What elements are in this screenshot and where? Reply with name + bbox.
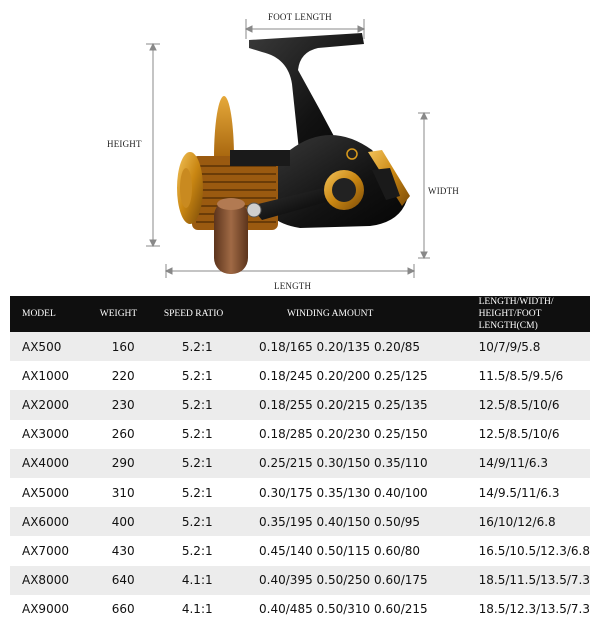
cell-speed-ratio: 5.2:1	[164, 361, 259, 390]
cell-dimensions: 11.5/8.5/9.5/6	[479, 361, 590, 390]
reel-dimension-diagram	[0, 0, 600, 296]
cell-weight: 660	[98, 595, 164, 624]
cell-model: AX500	[10, 332, 98, 361]
column-header-dimensions	[479, 296, 590, 332]
cell-dimensions: 16/10/12/6.8	[479, 507, 590, 536]
cell-weight: 400	[98, 507, 164, 536]
cell-weight: 260	[98, 420, 164, 449]
cell-winding-amount: 0.30/175 0.35/130 0.40/100	[259, 478, 479, 507]
cell-weight: 290	[98, 449, 164, 478]
cell-model: AX4000	[10, 449, 98, 478]
cell-speed-ratio: 5.2:1	[164, 536, 259, 565]
cell-model: AX2000	[10, 390, 98, 419]
height-label: HEIGHT	[107, 139, 142, 149]
cell-winding-amount: 0.40/485 0.50/310 0.60/215	[259, 595, 479, 624]
cell-model: AX8000	[10, 566, 98, 595]
cell-dimensions: 14/9/11/6.3	[479, 449, 590, 478]
cell-winding-amount: 0.18/285 0.20/230 0.25/150	[259, 420, 479, 449]
cell-winding-amount: 0.18/255 0.20/215 0.25/135	[259, 390, 479, 419]
cell-weight: 160	[98, 332, 164, 361]
cell-weight: 220	[98, 361, 164, 390]
cell-speed-ratio: 5.2:1	[164, 390, 259, 419]
cell-model: AX6000	[10, 507, 98, 536]
height-dimension	[146, 44, 160, 246]
cell-dimensions: 10/7/9/5.8	[479, 332, 590, 361]
table-row	[10, 478, 590, 507]
cell-speed-ratio: 5.2:1	[164, 449, 259, 478]
table-row	[10, 361, 590, 390]
cell-dimensions: 18.5/11.5/13.5/7.3	[479, 566, 590, 595]
table-row	[10, 420, 590, 449]
cell-model: AX5000	[10, 478, 98, 507]
length-label: LENGTH	[274, 281, 312, 291]
cell-dimensions: 16.5/10.5/12.3/6.8	[479, 536, 590, 565]
cell-model: AX7000	[10, 536, 98, 565]
spinning-reel	[177, 33, 410, 274]
cell-model: AX1000	[10, 361, 98, 390]
dimensions-header-line-2: HEIGHT/FOOT LENGTH(CM)	[478, 309, 542, 331]
table-row	[10, 449, 590, 478]
cell-dimensions: 18.5/12.3/13.5/7.3	[479, 595, 590, 624]
width-label: WIDTH	[428, 186, 459, 196]
cell-winding-amount: 0.35/195 0.40/150 0.50/95	[259, 507, 479, 536]
cell-weight: 430	[98, 536, 164, 565]
specifications-table	[10, 296, 590, 624]
cell-dimensions: 14/9.5/11/6.3	[479, 478, 590, 507]
cell-winding-amount: 0.18/165 0.20/135 0.20/85	[259, 332, 479, 361]
column-header-winding-amount: WINDING AMOUNT	[259, 296, 479, 332]
table-row	[10, 595, 590, 624]
cell-dimensions: 12.5/8.5/10/6	[479, 420, 590, 449]
cell-model: AX9000	[10, 595, 98, 624]
table-row	[10, 507, 590, 536]
dimensions-header-line-1: LENGTH/WIDTH/	[478, 297, 554, 307]
cell-speed-ratio: 5.2:1	[164, 332, 259, 361]
cell-speed-ratio: 5.2:1	[164, 420, 259, 449]
cell-speed-ratio: 5.2:1	[164, 478, 259, 507]
column-header-weight: WEIGHT	[98, 296, 164, 332]
cell-weight: 640	[98, 566, 164, 595]
table-row	[10, 332, 590, 361]
cell-winding-amount: 0.40/395 0.50/250 0.60/175	[259, 566, 479, 595]
column-header-model: MODEL	[10, 296, 98, 332]
length-dimension	[166, 264, 414, 278]
reel-illustration	[0, 0, 600, 296]
foot-length-label: FOOT LENGTH	[268, 12, 332, 22]
cell-speed-ratio: 5.2:1	[164, 507, 259, 536]
cell-speed-ratio: 4.1:1	[164, 566, 259, 595]
cell-speed-ratio: 4.1:1	[164, 595, 259, 624]
table-row	[10, 536, 590, 565]
column-header-speed-ratio: SPEED RATIO	[164, 296, 259, 332]
table-row	[10, 566, 590, 595]
cell-winding-amount: 0.45/140 0.50/115 0.60/80	[259, 536, 479, 565]
cell-winding-amount: 0.18/245 0.20/200 0.25/125	[259, 361, 479, 390]
cell-model: AX3000	[10, 420, 98, 449]
cell-weight: 230	[98, 390, 164, 419]
table-row	[10, 390, 590, 419]
cell-dimensions: 12.5/8.5/10/6	[479, 390, 590, 419]
cell-weight: 310	[98, 478, 164, 507]
table-header-row	[10, 296, 590, 332]
cell-winding-amount: 0.25/215 0.30/150 0.35/110	[259, 449, 479, 478]
